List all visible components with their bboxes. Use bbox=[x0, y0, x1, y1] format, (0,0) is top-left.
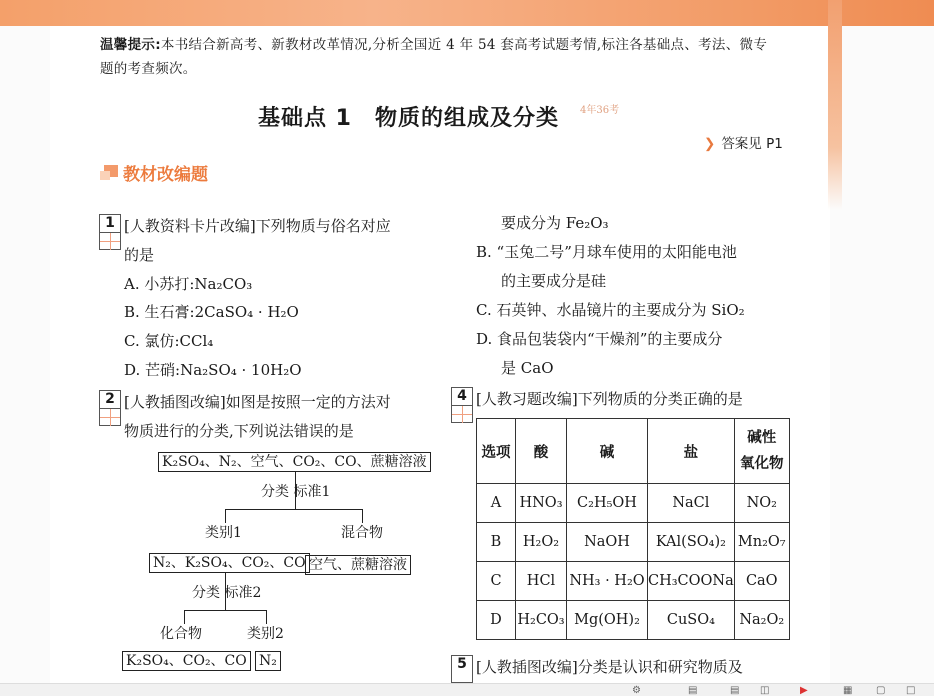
section-heading-text: 教材改编题 bbox=[123, 165, 208, 185]
section-heading bbox=[100, 160, 208, 185]
table-cell: CH₃COONa bbox=[648, 562, 735, 601]
viewer-toolbar bbox=[0, 683, 934, 696]
q1-stem-line1: [人教资料卡片改编]下列物质与俗名对应 bbox=[124, 217, 391, 235]
two-page-icon[interactable]: ◫ bbox=[760, 685, 770, 696]
table-cell: HCl bbox=[516, 562, 567, 601]
q3-option-d-line1: D. 食品包装袋内“干燥剂”的主要成分 bbox=[476, 330, 723, 348]
table-cell: Mg(OH)₂ bbox=[567, 601, 648, 640]
diagram-standard-1: 分类 标准1 bbox=[261, 484, 331, 500]
table-cell: NaOH bbox=[567, 523, 648, 562]
table-cell: C₂H₅OH bbox=[567, 484, 648, 523]
diagram-category-2: 类别2 bbox=[247, 626, 284, 642]
table-header-cell: 选项 bbox=[477, 419, 516, 484]
table-row bbox=[477, 562, 790, 601]
page-view-icon[interactable]: ▤ bbox=[730, 685, 740, 696]
window-icon[interactable]: □ bbox=[906, 685, 916, 696]
q3-option-a-continued: 要成分为 Fe₂O₃ bbox=[501, 214, 609, 232]
table-cell: C bbox=[477, 562, 516, 601]
table-cell: NH₃ · H₂O bbox=[567, 562, 648, 601]
q3-option-b-line2: 的主要成分是硅 bbox=[501, 272, 607, 290]
table-header-cell: 碱性 氧化物 bbox=[734, 419, 789, 484]
table-row bbox=[477, 601, 790, 640]
diagram-line bbox=[362, 509, 363, 523]
table-cell: HNO₃ bbox=[516, 484, 567, 523]
table-header-cell: 碱 bbox=[567, 419, 648, 484]
answer-reference bbox=[704, 132, 783, 152]
diagram-category-1: 类别1 bbox=[205, 525, 242, 541]
table-cell: D bbox=[477, 601, 516, 640]
tip-line1: 本书结合新高考、新教材改革情况,分析全国近 4 年 54 套高考试题考情,标注各基础点、考法、微专 bbox=[160, 37, 768, 53]
diagram-box-right: 空气、蔗糖溶液 bbox=[305, 555, 411, 575]
diagram-line bbox=[225, 509, 226, 523]
section-square-icon bbox=[100, 165, 120, 181]
q4-stem: [人教习题改编]下列物质的分类正确的是 bbox=[476, 390, 743, 408]
table-cell: B bbox=[477, 523, 516, 562]
diagram-standard-2: 分类 标准2 bbox=[192, 585, 262, 601]
diagram-box-bottom-left: K₂SO₄、CO₂、CO bbox=[122, 651, 251, 671]
diagram-compound: 化合物 bbox=[160, 626, 202, 642]
table-header-cell: 盐 bbox=[648, 419, 735, 484]
diagram-mixture: 混合物 bbox=[341, 525, 383, 541]
diagram-line bbox=[184, 610, 267, 611]
diagram-top-box: K₂SO₄、N₂、空气、CO₂、CO、蔗糖溶液 bbox=[158, 452, 431, 472]
question-number-5: 5 bbox=[451, 655, 473, 683]
table-cell: CaO bbox=[734, 562, 789, 601]
table-cell: H₂CO₃ bbox=[516, 601, 567, 640]
zoom-icon[interactable]: ⚙ bbox=[632, 685, 641, 696]
page-edge-tint bbox=[828, 0, 842, 210]
table-header-cell: 酸 bbox=[516, 419, 567, 484]
answer-reference-text: 答案见 P1 bbox=[721, 136, 783, 152]
classification-table bbox=[476, 418, 790, 640]
diagram-box-bottom-right: N₂ bbox=[255, 651, 281, 671]
question-number-2: 2 bbox=[99, 390, 121, 426]
diagram-line bbox=[266, 610, 267, 624]
table-cell: A bbox=[477, 484, 516, 523]
table-cell: Mn₂O₇ bbox=[734, 523, 789, 562]
play-icon[interactable]: ▶ bbox=[800, 685, 808, 696]
table-cell: KAl(SO₄)₂ bbox=[648, 523, 735, 562]
grid-view-icon[interactable]: ▦ bbox=[843, 685, 853, 696]
table-row bbox=[477, 523, 790, 562]
page-top-band bbox=[0, 0, 934, 26]
q1-option-a: A. 小苏打:Na₂CO₃ bbox=[124, 275, 253, 293]
fullscreen-icon[interactable]: ▢ bbox=[876, 685, 886, 696]
chevron-right-icon: ❯ bbox=[704, 136, 716, 152]
tip-label: 温馨提示: bbox=[100, 37, 161, 53]
diagram-line bbox=[225, 509, 363, 510]
q1-option-b: B. 生石膏:2CaSO₄ · H₂O bbox=[124, 303, 299, 321]
tip-line2: 题的考查频次。 bbox=[100, 61, 197, 77]
page-title: 基础点 1 物质的组成及分类 bbox=[258, 106, 559, 131]
question-number-1: 1 bbox=[99, 214, 121, 250]
table-header-row bbox=[477, 419, 790, 484]
q5-stem: [人教插图改编]分类是认识和研究物质及 bbox=[476, 658, 743, 676]
q2-stem-line1: [人教插图改编]如图是按照一定的方法对 bbox=[124, 393, 391, 411]
table-cell: CuSO₄ bbox=[648, 601, 735, 640]
q3-option-c: C. 石英钟、水晶镜片的主要成分为 SiO₂ bbox=[476, 301, 745, 319]
q2-stem-line2: 物质进行的分类,下列说法错误的是 bbox=[124, 422, 354, 440]
diagram-line bbox=[184, 610, 185, 624]
q1-option-d: D. 芒硝:Na₂SO₄ · 10H₂O bbox=[124, 361, 302, 379]
tip-text bbox=[100, 33, 790, 81]
table-row bbox=[477, 484, 790, 523]
q1-option-c: C. 氯仿:CCl₄ bbox=[124, 332, 214, 350]
q3-option-b-line1: B. “玉兔二号”月球车使用的太阳能电池 bbox=[476, 243, 737, 261]
q1-stem-line2: 的是 bbox=[124, 246, 155, 264]
question-number-4: 4 bbox=[451, 387, 473, 423]
table-cell: H₂O₂ bbox=[516, 523, 567, 562]
q3-option-d-line2: 是 CaO bbox=[501, 359, 554, 377]
title-frequency-note: 4年36考 bbox=[580, 105, 620, 116]
table-cell: NaCl bbox=[648, 484, 735, 523]
single-page-icon[interactable]: ▤ bbox=[688, 685, 698, 696]
diagram-box-left: N₂、K₂SO₄、CO₂、CO bbox=[149, 553, 310, 573]
table-cell: Na₂O₂ bbox=[734, 601, 789, 640]
table-cell: NO₂ bbox=[734, 484, 789, 523]
